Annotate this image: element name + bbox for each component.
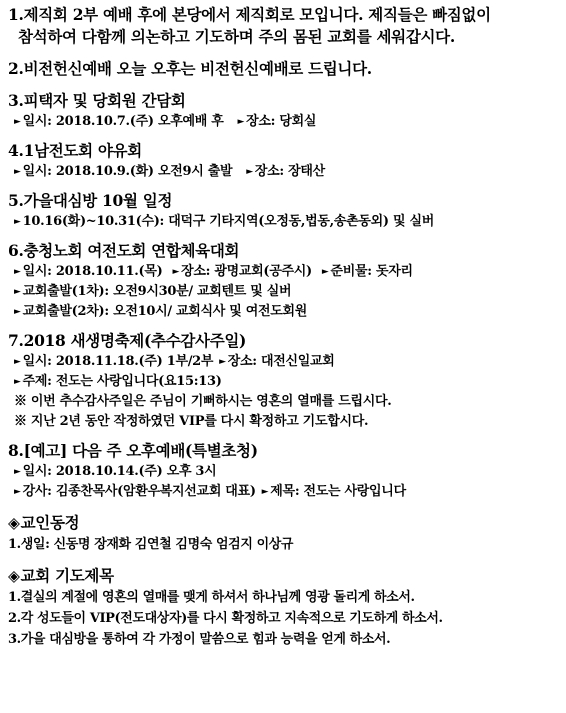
notice-4-date: 일시: 2018.10.9.(화) 오전9시 출발 (22, 164, 233, 179)
notice-4-place: 장소: 장태산 (254, 164, 325, 179)
members-heading (8, 512, 560, 534)
notice-6-detail-3 (8, 302, 560, 322)
notice-5-detail: 10.16(화)~10.31(수): 대덕구 기타지역(오정동,법동,송촌동외) 및 실버 (22, 214, 435, 229)
notice-2-line-1: 2.비전헌신예배 오늘 오후는 비전헌신예배로 드립니다. (8, 59, 372, 78)
diamond-icon: ◈ (8, 513, 20, 532)
notice-8 (8, 440, 560, 502)
notice-4-title: 4.1남전도회 야유회 (8, 141, 142, 160)
notice-7-note-2: ※ 지난 2년 동안 작정하였던 VIP를 다시 확정하고 기도합시다. (14, 414, 369, 429)
triangle-right-icon: ► (14, 117, 21, 127)
notice-6 (8, 240, 560, 322)
members-birthday-line: 1.생일: 신동명 장재화 김연철 김명숙 엄검지 이상규 (8, 537, 294, 552)
members-title: 교인동정 (20, 513, 80, 532)
notice-8-detail-1 (8, 462, 560, 482)
notice-3-title: 3.피택자 및 당회원 간담회 (8, 91, 186, 110)
notice-4 (8, 140, 560, 182)
notice-3-date: 일시: 2018.10.7.(주) 오후예배 후 (22, 114, 224, 129)
notice-8-speaker: 강사: 김종찬목사(암환우복지선교회 대표) (22, 484, 256, 499)
notice-7-theme: 주제: 전도는 사랑입니다(요15:13) (22, 374, 222, 389)
notice-8-detail-2 (8, 482, 560, 502)
notice-6-detail-1 (8, 262, 560, 282)
notice-1-line-1: 1.제직회 2부 예배 후에 본당에서 제직회로 모입니다. 제직들은 빠짐없이 (8, 5, 491, 24)
notice-6-date: 일시: 2018.10.11.(목) (22, 264, 163, 279)
notice-8-subject: 제목: 전도는 사랑입니다 (270, 484, 406, 499)
prayer-item: 1.결실의 계절에 영혼의 열매를 맺게 하셔서 하나님께 영광 돌리게 하소서. (8, 590, 415, 605)
notice-2 (8, 58, 560, 80)
triangle-right-icon: ► (14, 487, 21, 497)
triangle-right-icon: ► (14, 217, 21, 227)
triangle-right-icon: ► (14, 167, 21, 177)
triangle-right-icon: ► (261, 487, 269, 497)
triangle-right-icon: ► (14, 307, 21, 317)
triangle-right-icon: ► (14, 357, 21, 367)
notice-7-title: 7.2018 새생명축제(추수감사주일) (8, 331, 247, 350)
triangle-right-icon: ► (14, 467, 21, 477)
notice-6-detail-2 (8, 282, 560, 302)
notice-8-date: 일시: 2018.10.14.(주) 오후 3시 (22, 464, 217, 479)
notice-7-date: 일시: 2018.11.18.(주) 1부/2부 (22, 354, 214, 369)
triangle-right-icon: ► (172, 267, 180, 277)
prayer-title: 교회 기도제목 (20, 566, 114, 585)
notice-5-title: 5.가을대심방 10월 일정 (8, 191, 173, 210)
notice-7-place: 장소: 대전신일교회 (227, 354, 335, 369)
notice-7 (8, 330, 560, 432)
notice-5-detail-line (8, 212, 560, 232)
prayer-item: 3.가을 대심방을 통하여 각 가정이 말씀으로 힘과 능력을 얻게 하소서. (8, 632, 391, 647)
notice-6-place: 장소: 광명교회(공주시) (181, 264, 312, 279)
prayer-item: 2.각 성도들이 VIP(전도대상자)를 다시 확정하고 지속적으로 기도하게 하소서. (8, 611, 443, 626)
triangle-right-icon: ► (246, 167, 253, 177)
notice-7-detail-1 (8, 352, 560, 372)
triangle-right-icon: ► (321, 267, 329, 277)
notice-5 (8, 190, 560, 232)
members-section (8, 512, 560, 555)
notice-1 (8, 4, 560, 48)
notice-3 (8, 90, 560, 132)
diamond-icon: ◈ (8, 566, 20, 585)
notice-7-detail-2 (8, 372, 560, 392)
notice-6-title: 6.충청노회 여전도회 연합체육대회 (8, 241, 240, 260)
notice-8-title: 8.[예고] 다음 주 오후예배(특별초청) (8, 441, 258, 460)
triangle-right-icon: ► (237, 117, 245, 127)
prayer-heading (8, 565, 560, 587)
notice-6-prep: 준비물: 돗자리 (330, 264, 413, 279)
notice-7-note-1: ※ 이번 추수감사주일은 주님이 기뻐하시는 영혼의 열매를 드립시다. (14, 394, 392, 409)
notice-6-departure-2: 교회출발(2차): 오전10시/ 교회식사 및 여전도회원 (22, 304, 308, 319)
notice-3-detail (8, 112, 560, 132)
triangle-right-icon: ► (14, 267, 21, 277)
notice-4-detail (8, 162, 560, 182)
notice-3-place: 장소: 당회실 (246, 114, 317, 129)
notice-6-departure-1: 교회출발(1차): 오전9시30분/ 교회텐트 및 실버 (22, 284, 292, 299)
prayer-section (8, 565, 560, 650)
triangle-right-icon: ► (219, 357, 226, 367)
triangle-right-icon: ► (14, 287, 21, 297)
notice-1-line-2: 참석하여 다함께 의논하고 기도하며 주의 몸된 교회를 세워갑시다. (18, 27, 455, 46)
triangle-right-icon: ► (14, 377, 21, 387)
